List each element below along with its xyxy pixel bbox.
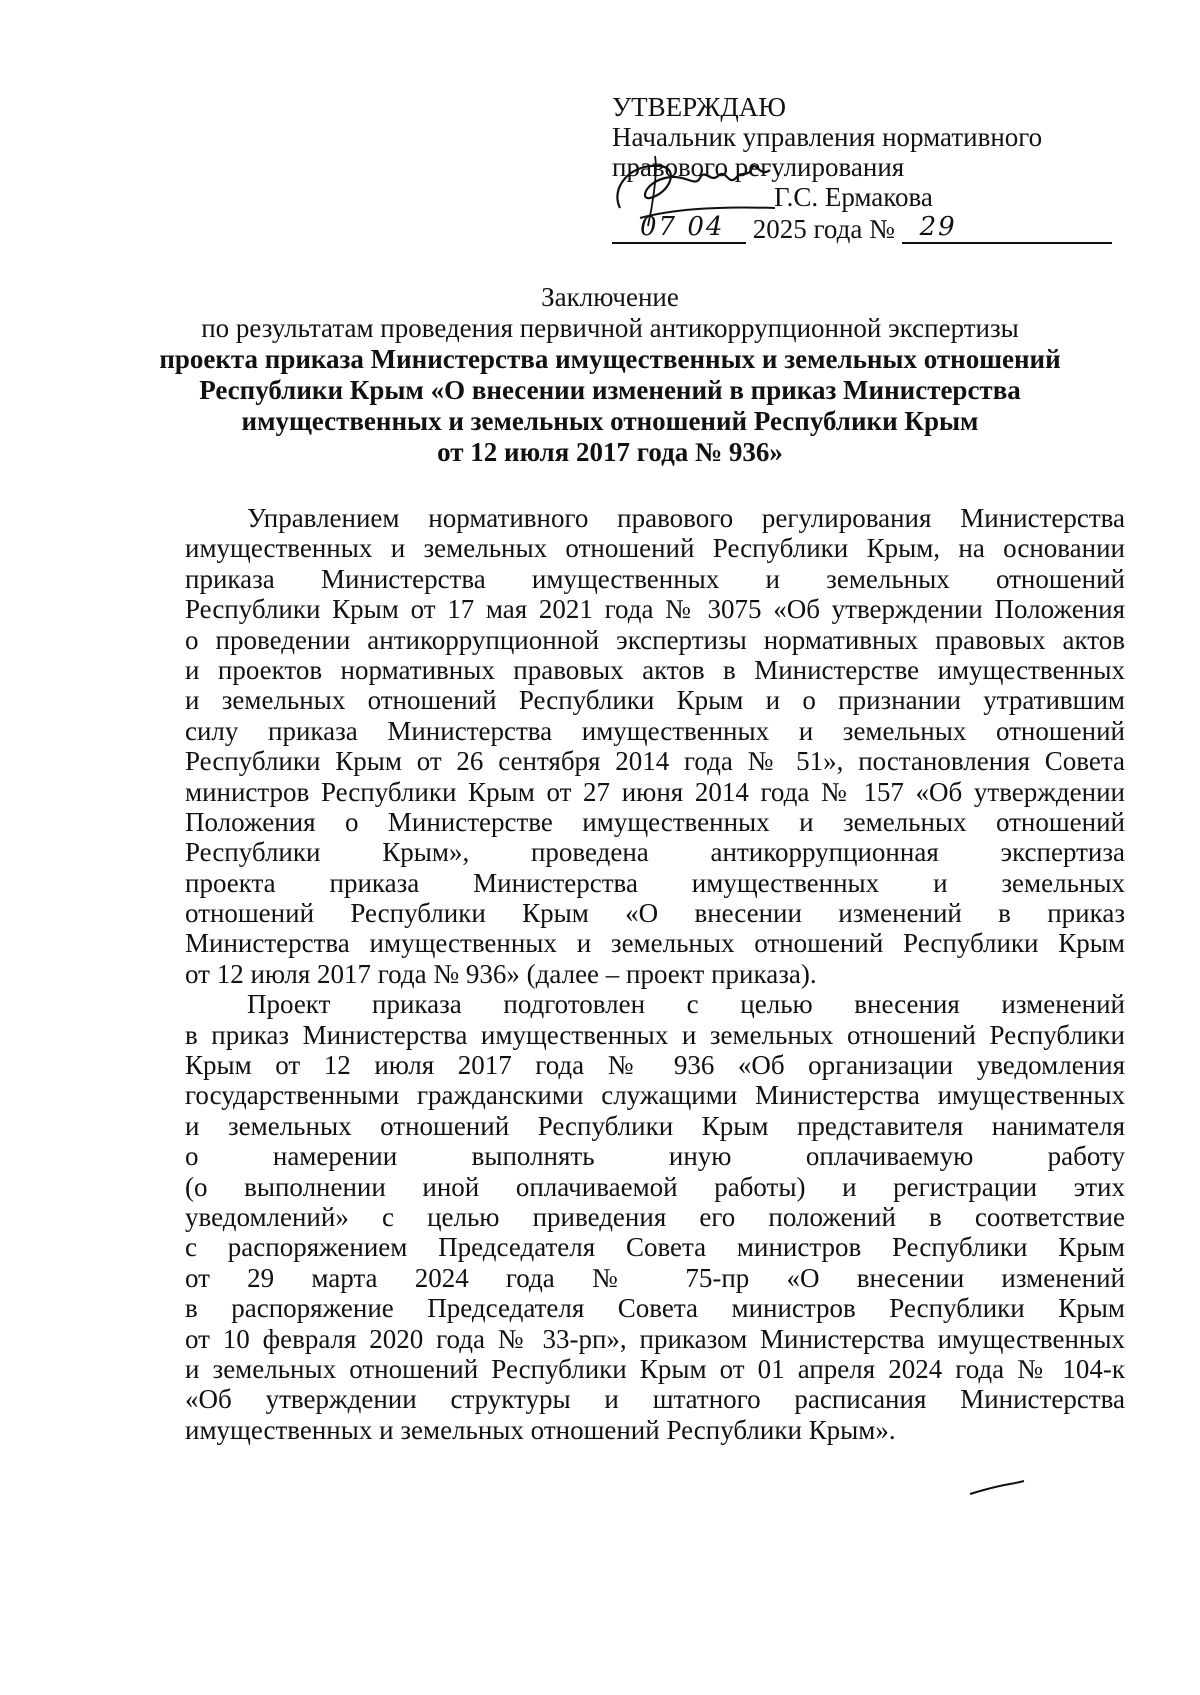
paragraph-line: о проведении антикоррупционной экспертизы нормативных правовых актов [185,624,1125,655]
paragraph-line: Республики Крым», проведена антикоррупционная экспертиза [185,837,1125,868]
paragraph-2 [185,989,1125,1445]
title-bold-line4: от 12 июля 2017 года № 936» [437,437,783,467]
paragraph-line: «Об утверждении структуры и штатного расписания Министерства [185,1384,1125,1415]
document-body [185,503,1125,1445]
title-subheading: по результатам проведения первичной антикоррупционной экспертизы [201,313,1019,343]
paragraph-line: в распоряжение Председателя Совета министров Республики Крым [185,1293,1125,1324]
paragraph-line: Положения о Министерстве имущественных и земельных отношений [185,806,1125,837]
paragraph-line: приказа Министерства имущественных и земельных отношений [185,563,1125,594]
approval-position-line2: правового регулирования [612,152,905,182]
paragraph-line: от 29 марта 2024 года № 75-пр «О внесении изменений [185,1262,1125,1293]
paragraph-line: и проектов нормативных правовых актов в Министерстве имущественных [185,654,1125,685]
paragraph-line: государственными гражданскими служащими Министерства имущественных [185,1080,1125,1111]
approval-year-text: 2025 года № [752,214,895,244]
paragraph-line: в приказ Министерства имущественных и земельных отношений Республики [185,1019,1125,1050]
paragraph-line: Республики Крым от 17 мая 2021 года № 3075 «Об утверждении Положения [185,594,1125,625]
paragraph-line: Управлением нормативного правового регулирования Министерства [247,503,1125,533]
title-bold-line1: проекта приказа Министерства имущественных и земельных отношений [159,344,1061,374]
paragraph-line: от 12 июля 2017 года № 936» (далее – проект приказа). [185,958,817,989]
approval-heading: УТВЕРЖДАЮ [612,92,787,122]
paragraph-line: проекта приказа Министерства имущественных и земельных [185,867,1125,898]
paragraph-line: Проект приказа подготовлен с целью внесения изменений [247,989,1125,1020]
paragraph-line: силу приказа Министерства имущественных и земельных отношений [185,715,1125,746]
paragraph-line: с распоряжением Председателя Совета министров Республики Крым [185,1232,1125,1263]
paragraph-line: министров Республики Крым от 27 июня 2014 года № 157 «Об утверждении [185,776,1125,807]
paragraph-line: и земельных отношений Республики Крым представителя нанимателя [185,1110,1125,1141]
paragraph-line: имущественных и земельных отношений Республики Крым». [185,1414,896,1445]
paragraph-line: имущественных и земельных отношений Республики Крым, на основании [185,533,1125,564]
paragraph-line: и земельных отношений Республики Крым и о признании утратившим [185,685,1125,716]
date-field [612,212,746,244]
number-field [902,212,1112,244]
pen-mark [968,1480,1028,1500]
paragraph-line: о намерении выполнять иную оплачиваемую работу [185,1141,1125,1172]
paragraph-1 [185,503,1125,989]
approval-date-line [612,214,1112,244]
paragraph-line: Министерства имущественных и земельных отношений Республики Крым [185,928,1125,959]
approval-position-line1: Начальник управления нормативного [612,122,1043,152]
approver-name: Г.С. Ермакова [774,182,933,212]
title-bold-line2: Республики Крым «О внесении изменений в приказ Министерства [199,375,1021,405]
paragraph-line: уведомлений» с целью приведения его положений в соответствие [185,1201,1125,1232]
paragraph-line: от 10 февраля 2020 года № 33-рп», приказом Министерства имущественных [185,1323,1125,1354]
paragraph-line: Крым от 12 июля 2017 года № 936 «Об организации уведомления [185,1050,1125,1081]
title-bold-line3: имущественных и земельных отношений Республики Крым [241,406,979,436]
handwritten-number: 29 [919,212,957,242]
paragraph-line: отношений Республики Крым «О внесении изменений в приказ [185,898,1125,929]
approval-block [612,92,1112,244]
paragraph-line: (о выполнении иной оплачиваемой работы) и регистрации этих [185,1171,1125,1202]
paragraph-line: Республики Крым от 26 сентября 2014 года № 51», постановления Совета [185,746,1125,777]
document-title-block [140,282,1080,468]
handwritten-date: 07 04 [640,212,725,242]
paragraph-line: и земельных отношений Республики Крым от 01 апреля 2024 года № 104-к [185,1353,1125,1384]
title-heading: Заключение [541,282,679,312]
